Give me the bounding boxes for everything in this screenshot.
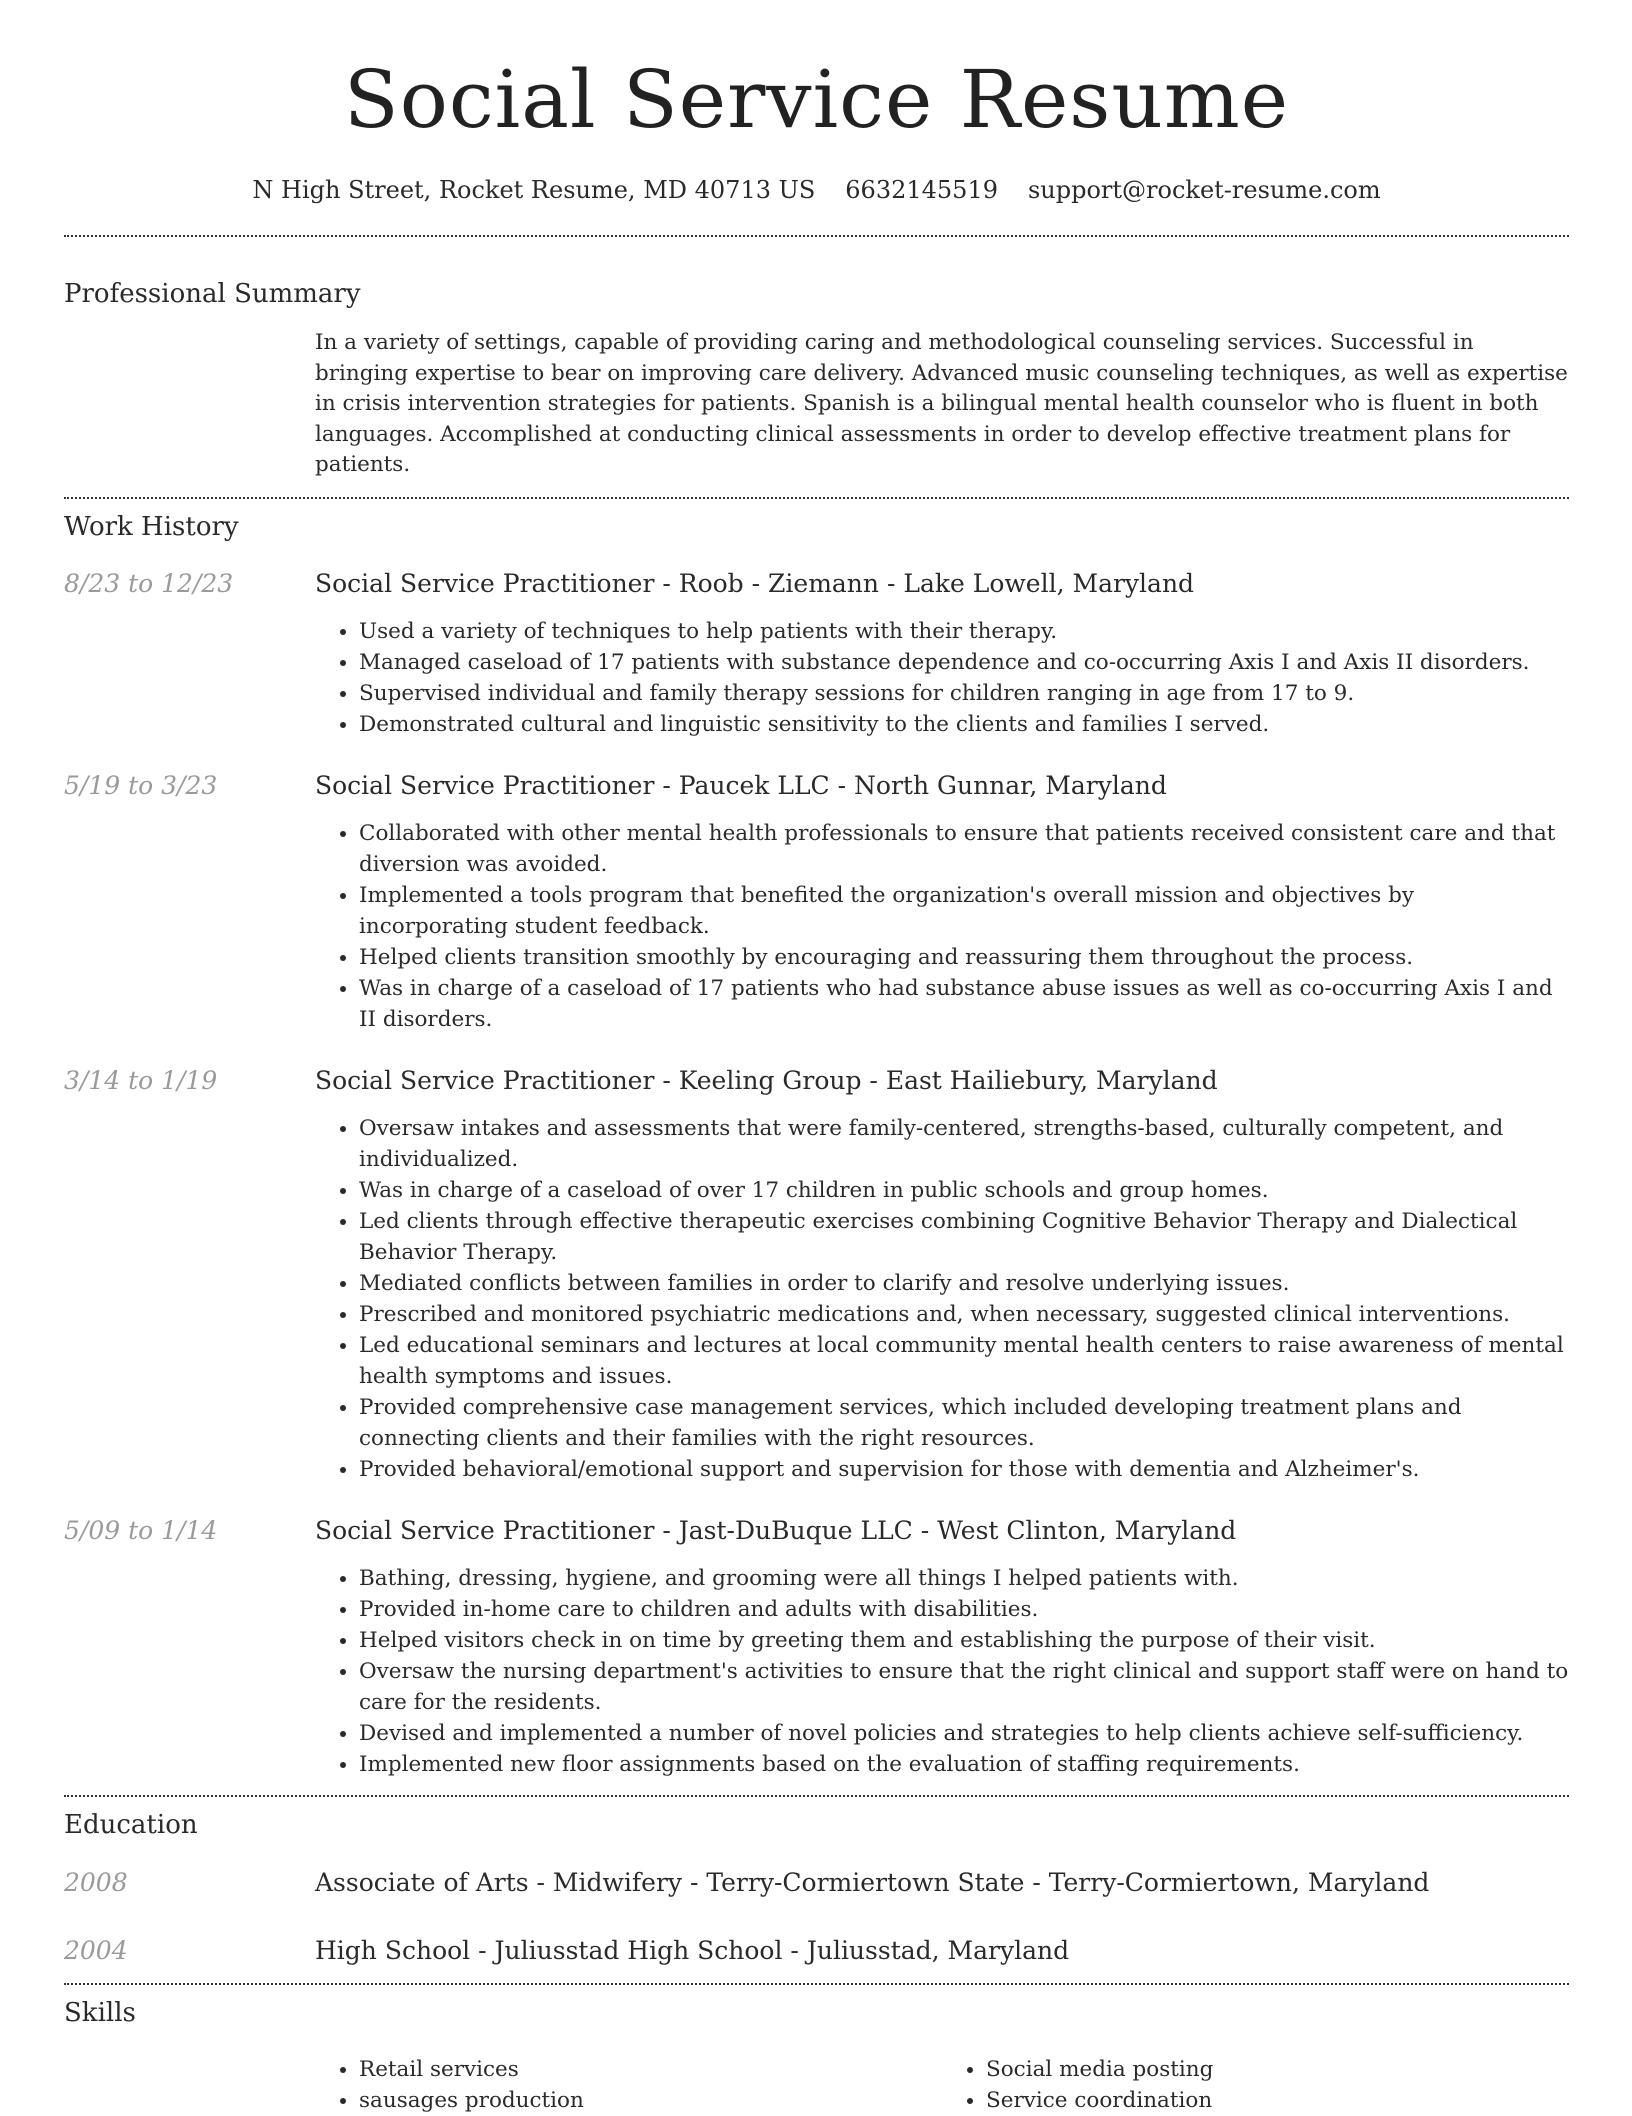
divider	[64, 235, 1569, 237]
section-title-education: Education	[64, 1809, 198, 1840]
education-heading	[315, 1935, 1569, 1967]
list-item: • Collaborated with other mental health professionals to ensure that patients received consistent care and that diversion was avoided.	[359, 818, 1569, 880]
divider	[64, 1983, 1569, 1985]
resume-name: Social Service Resume	[343, 53, 1290, 146]
job-entry	[64, 1515, 1569, 1780]
list-item: • Was in charge of a caseload of 17 patients who had substance abuse issues as well as co-occurring Axis I and II disorders.	[359, 973, 1569, 1035]
list-item: • Led clients through effective therapeutic exercises combining Cognitive Behavior Therapy and Dialectical Behavior Therapy.	[359, 1206, 1569, 1268]
job-entry	[64, 1065, 1569, 1485]
list-item: • Helped clients transition smoothly by encouraging and reassuring them throughout the process.	[359, 942, 1569, 973]
job-heading: Social Service Practitioner - Paucek LLC - North Gunnar, Maryland	[315, 770, 1167, 800]
skills-column-right	[942, 2054, 1569, 2116]
education-heading	[315, 1867, 1569, 1899]
job-bullets	[315, 818, 1569, 1035]
education-entry	[64, 1867, 1569, 1899]
education-degree: Associate of Arts - Midwifery	[315, 1867, 683, 1897]
job-heading: Social Service Practitioner - Roob - Ziemann - Lake Lowell, Maryland	[315, 568, 1195, 598]
education-entry	[64, 1935, 1569, 1967]
section-title-skills: Skills	[64, 1997, 136, 2028]
list-item: • Was in charge of a caseload of over 17 children in public schools and group homes.	[359, 1175, 1569, 1206]
job-entry	[64, 770, 1569, 1035]
list-item: • Managed caseload of 17 patients with substance dependence and co-occurring Axis I and Axis II disorders.	[359, 647, 1569, 678]
contact-phone: 6632145519	[845, 176, 998, 204]
job-bullets	[315, 616, 1569, 740]
list-item: • Mediated conflicts between families in order to clarify and resolve underlying issues.	[359, 1268, 1569, 1299]
list-item: • Bathing, dressing, hygiene, and grooming were all things I helped patients with.	[359, 1563, 1569, 1594]
list-item: • Implemented new floor assignments based on the evaluation of staffing requirements.	[359, 1749, 1569, 1780]
job-dates: 3/14 to 1/19	[64, 1065, 218, 1095]
section-title-summary: Professional Summary	[64, 279, 361, 309]
education-year: 2008	[64, 1867, 128, 1897]
list-item: • Oversaw intakes and assessments that were family-centered, strengths-based, culturally competent, and individualized.	[359, 1113, 1569, 1175]
summary-text: In a variety of settings, capable of providing caring and methodological counseling services. Successful in bringing expertise to bear on improving care delivery. Advanced music counseling techniques, as well as expertise in crisis intervention strategies for patients. Spanish is a bilingual mental health counselor who is fluent in both languages. Accomplished at conducting clinical assessments in order to develop effective treatment plans for patients.	[315, 330, 1568, 477]
list-item: • Social media posting	[986, 2054, 1569, 2085]
job-dates: 5/09 to 1/14	[64, 1515, 218, 1545]
list-item: • Devised and implemented a number of novel policies and strategies to help clients achieve self-sufficiency.	[359, 1718, 1569, 1749]
skills-grid	[315, 2054, 1569, 2116]
education-details: - Juliusstad High School - Juliusstad, Maryland	[470, 1935, 1070, 1965]
education-degree: High School	[315, 1935, 471, 1965]
divider	[64, 497, 1569, 499]
list-item: • Retail services	[359, 2054, 942, 2085]
section-title-work-history: Work History	[64, 511, 239, 542]
contact-line	[64, 175, 1569, 205]
list-item: • Helped visitors check in on time by greeting them and establishing the purpose of their visit.	[359, 1625, 1569, 1656]
list-item: • Oversaw the nursing department's activities to ensure that the right clinical and support staff were on hand to care for the residents.	[359, 1656, 1569, 1718]
list-item: • Implemented a tools program that benefited the organization's overall mission and objectives by incorporating student feedback.	[359, 880, 1569, 942]
job-dates: 8/23 to 12/23	[64, 568, 234, 598]
contact-address: N High Street, Rocket Resume, MD 40713 US	[252, 176, 816, 204]
resume-page	[64, 0, 1569, 2116]
contact-email: support@rocket-resume.com	[1027, 176, 1381, 204]
education-details: - Terry-Cormiertown State - Terry-Cormiertown, Maryland	[682, 1867, 1430, 1897]
list-item: • Provided comprehensive case management services, which included developing treatment plans and connecting clients and their families with the right resources.	[359, 1392, 1569, 1454]
list-item: • Service coordination	[986, 2085, 1569, 2116]
list-item: • Demonstrated cultural and linguistic sensitivity to the clients and families I served.	[359, 709, 1569, 740]
divider	[64, 1795, 1569, 1797]
list-item: • sausages production	[359, 2085, 942, 2116]
list-item: • Used a variety of techniques to help patients with their therapy.	[359, 616, 1569, 647]
job-heading: Social Service Practitioner - Keeling Group - East Hailiebury, Maryland	[315, 1065, 1218, 1095]
list-item: • Led educational seminars and lectures at local community mental health centers to raise awareness of mental health symptoms and issues.	[359, 1330, 1569, 1392]
job-bullets	[315, 1563, 1569, 1780]
education-year: 2004	[64, 1935, 128, 1965]
list-item: • Prescribed and monitored psychiatric medications and, when necessary, suggested clinical interventions.	[359, 1299, 1569, 1330]
list-item: • Supervised individual and family therapy sessions for children ranging in age from 17 to 9.	[359, 678, 1569, 709]
job-entry	[64, 568, 1569, 740]
job-bullets	[315, 1113, 1569, 1485]
list-item: • Provided behavioral/emotional support and supervision for those with dementia and Alzheimer's.	[359, 1454, 1569, 1485]
job-dates: 5/19 to 3/23	[64, 770, 218, 800]
job-heading: Social Service Practitioner - Jast-DuBuque LLC - West Clinton, Maryland	[315, 1515, 1237, 1545]
list-item: • Provided in-home care to children and adults with disabilities.	[359, 1594, 1569, 1625]
skills-column-left	[315, 2054, 942, 2116]
